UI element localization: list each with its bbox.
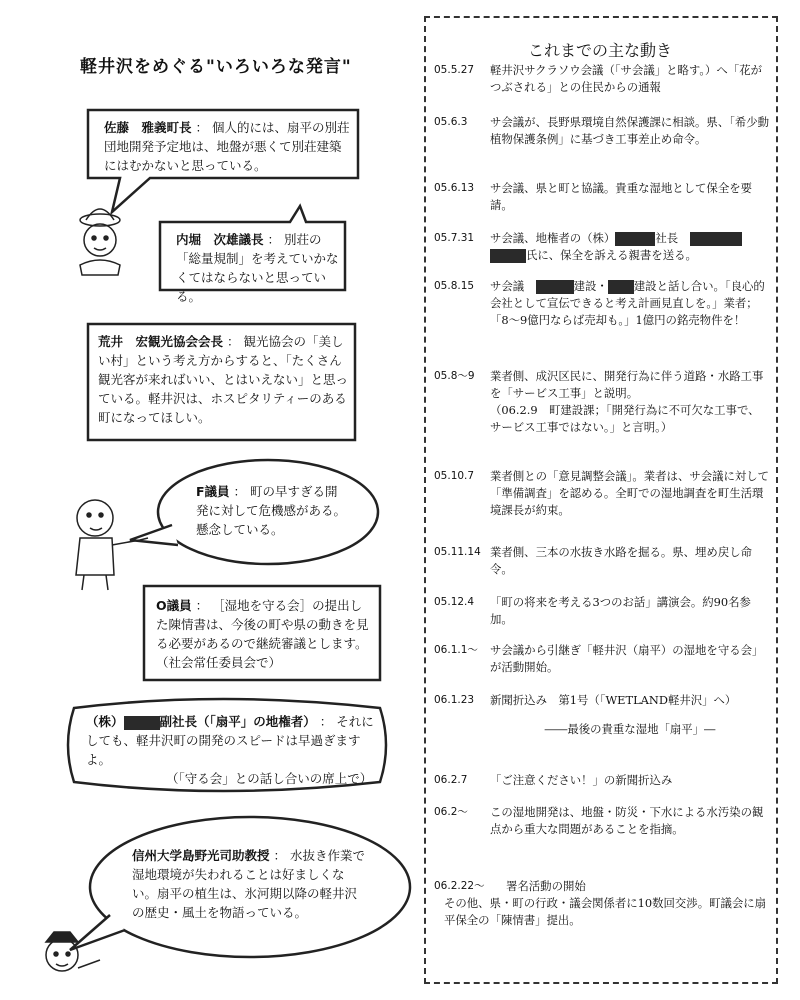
timeline-entry <box>434 642 770 676</box>
timeline-heading: これまでの主な動き <box>527 41 672 60</box>
speech-note: （「守る会」との話し合いの席上で） <box>166 771 373 786</box>
entry-text: サ会議 <box>490 279 525 293</box>
timeline-entry <box>434 114 770 148</box>
entry-text: サ会議、地権者の（株） <box>490 231 616 245</box>
speech-4: F議員 ： 町の早すぎる開発に対して危機感がある。懸念している。 <box>196 484 347 537</box>
timeline-entry <box>434 368 770 436</box>
entry-date: 05.6.3 <box>434 116 468 128</box>
entry-text: サ会議が、長野県環境自然保護課に相談。県、「希少動植物保護条例」に基づき工事差止め命令。 <box>490 115 770 146</box>
entry-text: 「ご注意ください！」の新聞折込み <box>490 773 673 787</box>
entry-date: 05.6.13 <box>434 182 475 194</box>
entry-date: 05.8～9 <box>434 370 475 382</box>
timeline-entry <box>434 544 770 578</box>
timeline-entry <box>434 180 770 214</box>
redaction-bar <box>124 716 160 730</box>
cartoon-man-hat-icon <box>80 209 120 275</box>
speaker-name: 荒井 宏観光協会会長 <box>98 334 224 349</box>
timeline-entry <box>434 594 770 628</box>
speech-text: 観光協会の「美しい村」という考え方からすると、「たくさん観光客が来ればいい、とはいえない」と思っている。軽井沢は、ホスピタリティーのある町になってほしい。 <box>98 334 349 425</box>
entry-text: サ会議、県と町と協議。貴重な湿地として保全を要請。 <box>490 181 752 212</box>
speech-7: 信州大学島野光司助教授 ： 水抜き作業で湿地環境が失われることは好ましくない。扇平の植生は、氷河期以降の軽井沢の歴史・風土を物語っている。 <box>132 848 366 920</box>
speech-6: （株） 副社長（「扇平」の地権者） ： それにしても、軽井沢町の開発のスピードは早過ぎますよ。 （「守る会」との話し合いの席上で） <box>86 712 378 788</box>
entry-date: 06.2～ <box>434 806 468 818</box>
timeline-entry <box>434 62 770 96</box>
entry-text: 社長 <box>655 231 679 245</box>
timeline-entry <box>434 468 770 519</box>
entry-text: 軽井沢サクラソウ会議（「サ会議」と略す。）へ「花がつぶされる」との住民からの通報 <box>490 63 762 94</box>
entry-date: 06.2.7 <box>434 774 468 786</box>
entry-text: この湿地開発は、地盤・防災・下水による水汚染の観点から重大な問題があることを指摘。 <box>490 805 764 836</box>
entry-text: 業者側、三本の水抜き水路を掘る。県、埋め戻し命令。 <box>490 545 752 576</box>
timeline-entry <box>434 804 770 838</box>
speaker-name: 佐藤 雅義町長 <box>104 120 192 135</box>
entry-date: 05.11.14 <box>434 546 481 558</box>
timeline-entry <box>434 878 770 929</box>
cartoon-man-pointing-icon <box>76 500 148 590</box>
entry-date: 05.5.27 <box>434 64 475 76</box>
speech-text: それにしても、軽井沢町の開発のスピードは早過ぎますよ。 <box>86 714 374 767</box>
entry-text: 業者側との「意見調整会議」。業者は、サ会議に対して「準備調査」を認める。全町での湿地調査を町生活環境課長が約束。 <box>490 469 770 517</box>
timeline-entry <box>434 230 770 264</box>
speech-text: ［湿地を守る会］の提出した陳情書は、今後の町や県の動きを見る必要があるので継続審議とします。（社会常任委員会で） <box>156 598 369 670</box>
entry-date: 05.8.15 <box>434 280 475 292</box>
speech-text: 別荘の「総量規制」を考えていかなくてはならないと思っている。 <box>176 232 339 304</box>
redaction-bar <box>536 280 574 294</box>
timeline-entry <box>434 278 770 329</box>
entry-text: 署名活動の開始 <box>506 879 586 893</box>
speaker-name: 内堀 次雄議長 <box>176 232 264 247</box>
redaction-bar <box>490 249 526 263</box>
redaction-bar <box>690 232 742 246</box>
entry-date: 06.1.1～ <box>434 644 478 656</box>
entry-subtext: その他、県・町の行政・議会関係者に10数回交渉。町議会に扇平保全の「陳情書」提出。 <box>444 896 767 927</box>
timeline-entry <box>434 772 770 789</box>
entry-text: 「町の将来を考える3つのお話」講演会。約90名参加。 <box>490 595 751 626</box>
speech-text: 個人的には、扇平の別荘団地開発予定地は、地盤が悪くて別荘建築にはむかないと思っている。 <box>104 120 350 173</box>
entry-text: 新聞折込み 第1号（「WETLAND軽井沢」へ） <box>490 693 737 707</box>
speaker-name: F議員 <box>196 484 230 499</box>
redaction-bar <box>608 280 634 294</box>
entry-date: 06.1.23 <box>434 694 475 706</box>
entry-text: サ会議から引継ぎ「軽井沢（扇平）の湿地を守る会」が活動開始。 <box>490 643 764 674</box>
speech-5: O議員 ： ［湿地を守る会］の提出した陳情書は、今後の町や県の動きを見る必要があるので継続審議とします。（社会常任委員会で） <box>156 598 369 670</box>
speech-text: 町の早すぎる開発に対して危機感がある。懸念している。 <box>196 484 347 537</box>
entry-text: 氏に、保全を訴える親書を送る。 <box>526 248 697 262</box>
entry-date: 05.12.4 <box>434 596 475 608</box>
redaction-bar <box>615 232 655 246</box>
speech-text: 水抜き作業で湿地環境が失われることは好ましくない。扇平の植生は、氷河期以降の軽井沢の歴史・風土を物語っている。 <box>132 848 366 920</box>
speaker-name: 副社長（「扇平」の地権者） <box>159 714 316 729</box>
entry-date: 06.2.22～ <box>434 880 485 892</box>
entry-subtext: （06.2.9 町建設課；「開発行為に不可欠な工事で、 サービス工事ではない。」と言明。） <box>490 403 766 434</box>
entry-text: 建設と話し合い。「良心的会社として宣伝できると考え計画見直しを。」業者；「8～9億円ならば売却も。」1億円の銘売物件を！ <box>490 279 765 327</box>
entry-date: 05.7.31 <box>434 232 475 244</box>
entry-text: 建設・ <box>573 279 608 293</box>
entry-date: 05.10.7 <box>434 470 475 482</box>
speaker-name: 信州大学島野光司助教授 <box>132 848 270 863</box>
speech-2: 内堀 次雄議長 ： 別荘の「総量規制」を考えていかなくてはならないと思っている。 <box>176 232 339 304</box>
speech-3: 荒井 宏観光協会会長 ： 観光協会の「美しい村」という考え方からすると、「たくさん観光客が来ればいい、とはいえない」と思っている。軽井沢は、ホスピタリティーのある町になってほしい。 <box>98 334 349 425</box>
page-title: 軽井沢をめぐる"いろいろな発言" <box>80 57 352 77</box>
speech-1: 佐藤 雅義町長 ： 個人的には、扇平の別荘団地開発予定地は、地盤が悪くて別荘建築にはむかないと思っている。 <box>104 120 350 173</box>
entry-subtext: ――最後の貴重な湿地「扇平」― <box>544 722 716 736</box>
speaker-name: O議員 <box>156 598 192 613</box>
entry-text: 業者側、成沢区民に、開発行為に伴う道路・水路工事を「サービス工事」と説明。 <box>490 369 764 400</box>
timeline-entry <box>434 692 770 738</box>
speaker-prefix: （株） <box>86 714 124 729</box>
